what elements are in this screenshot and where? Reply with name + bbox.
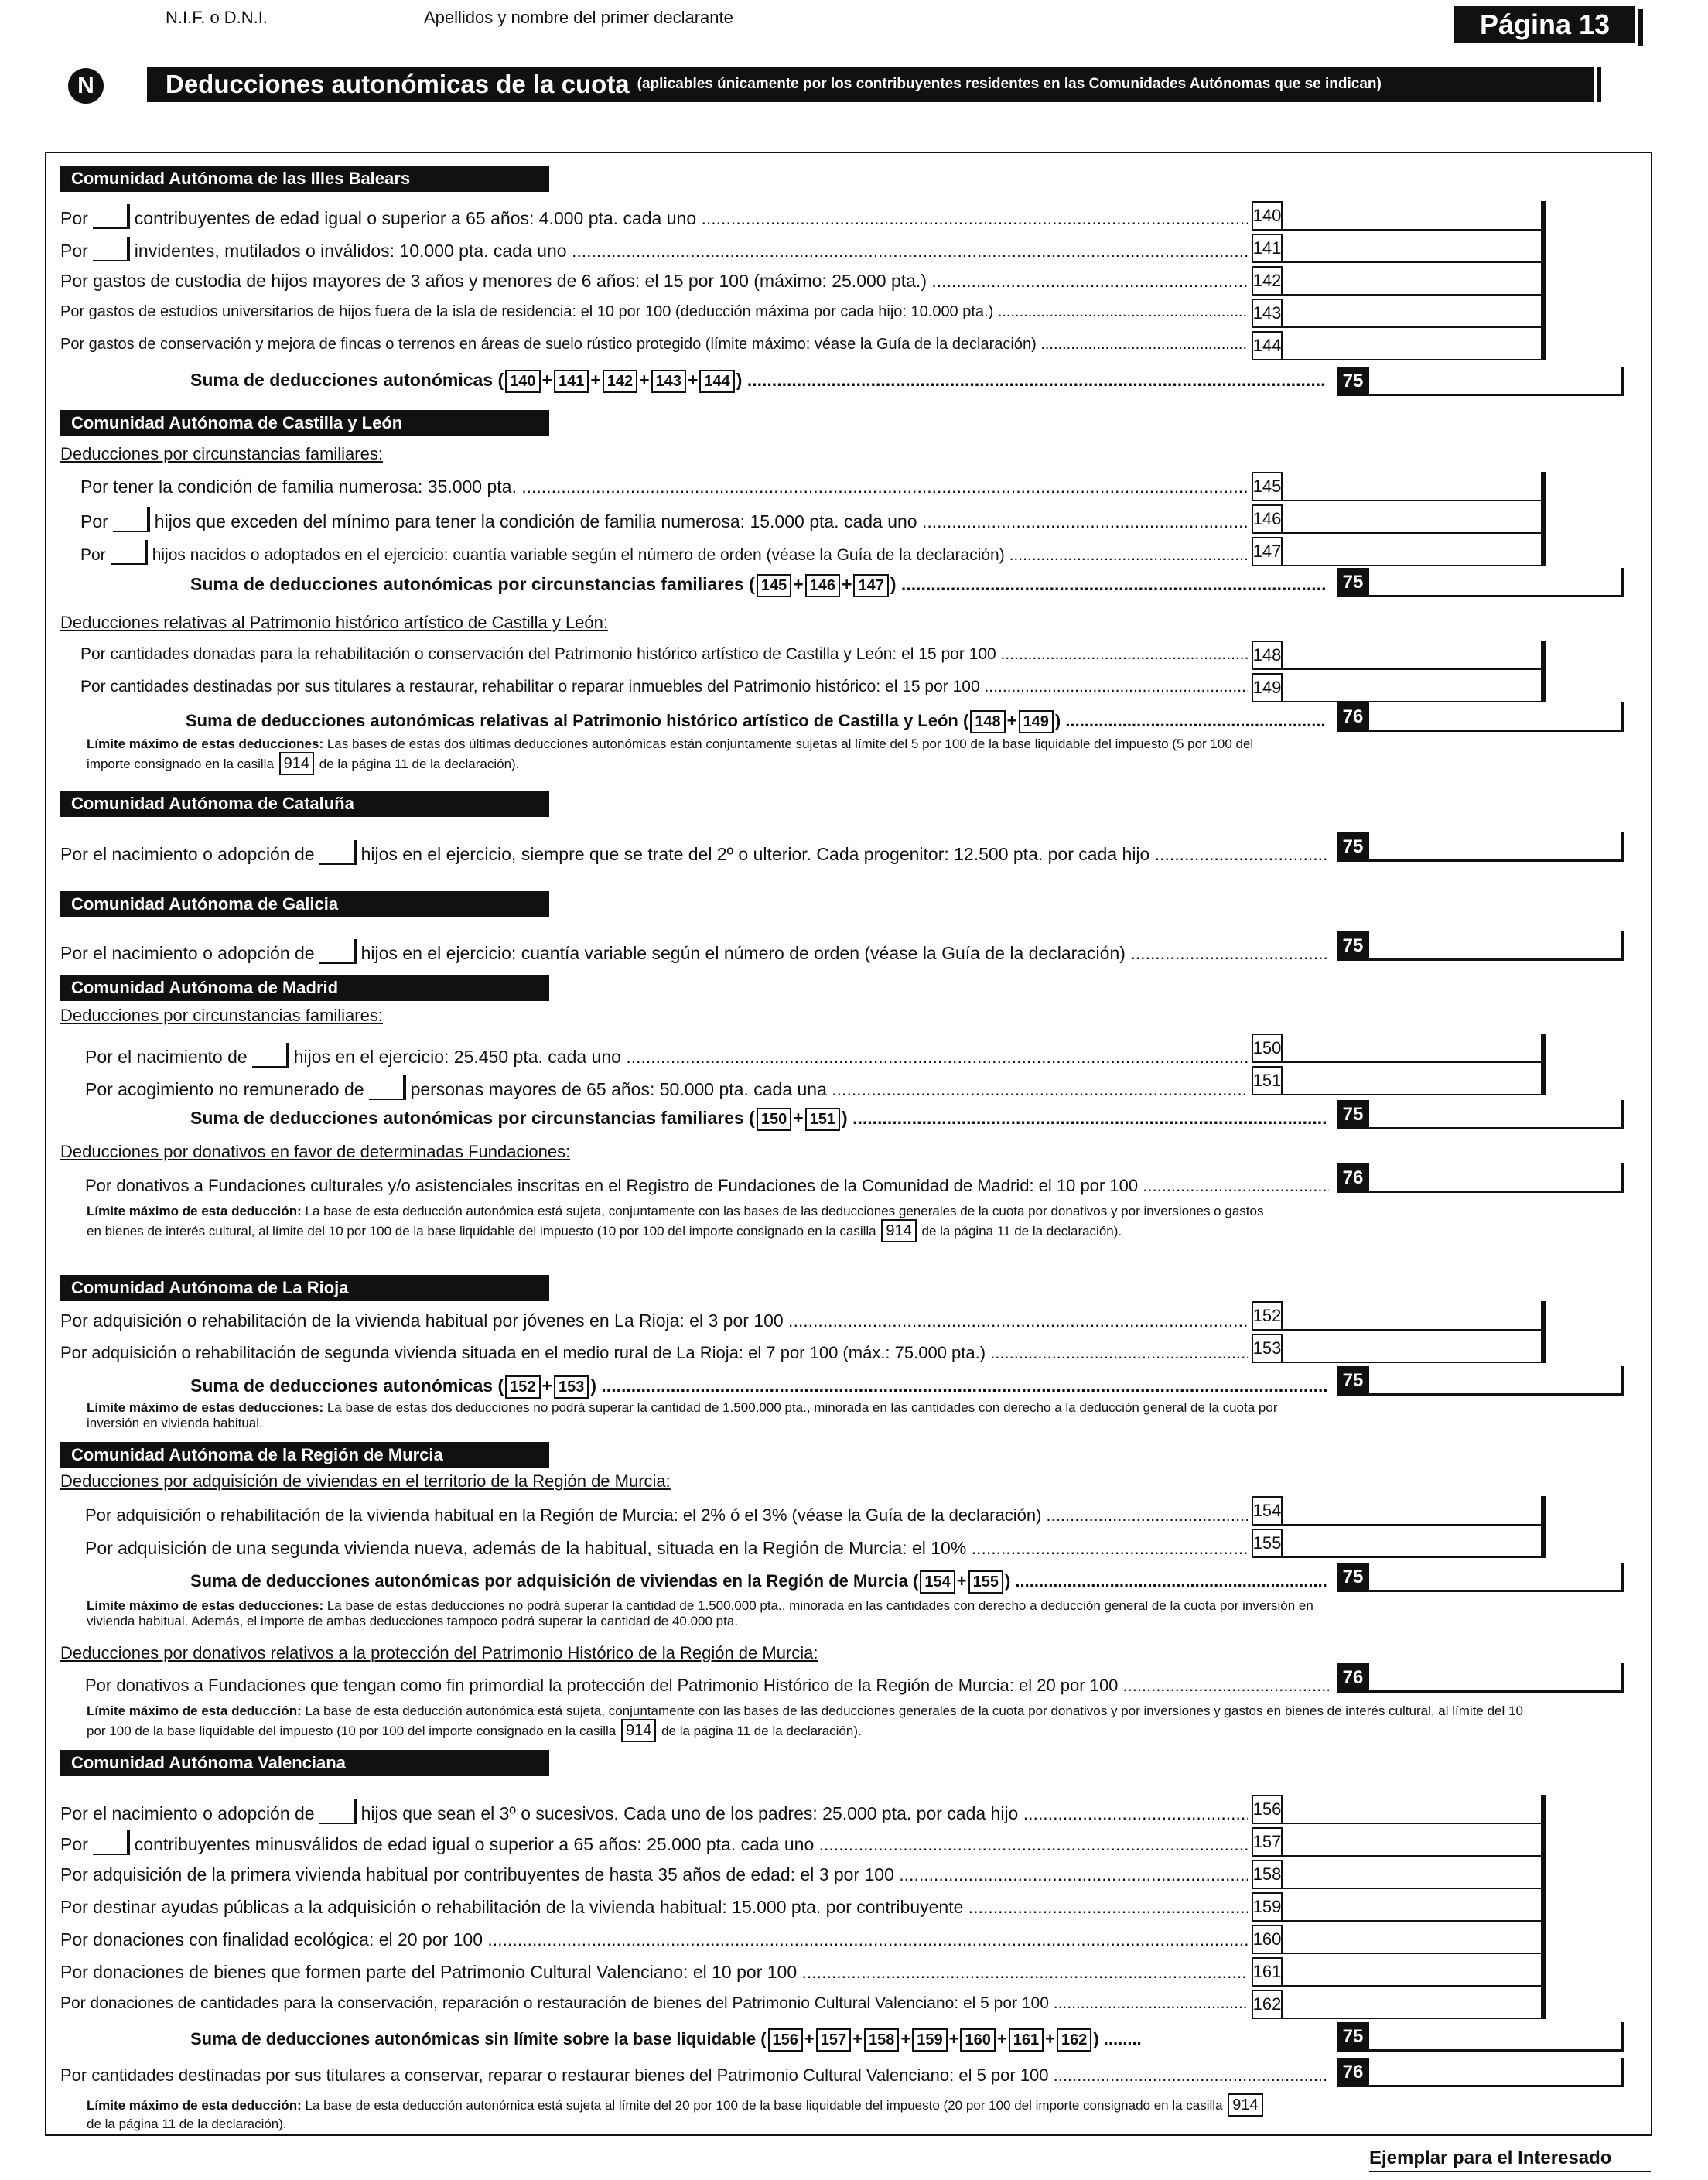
- box-145: 145: [1252, 472, 1283, 501]
- row-161: Por donaciones de bienes que formen parte del Patrimonio Cultural Valenciano: el 10 por 100 .....: [60, 1962, 1248, 1983]
- count-input-150[interactable]: [252, 1043, 289, 1068]
- section-letter-badge: N: [68, 68, 104, 104]
- field-column-bar: [1541, 201, 1546, 360]
- castilla-subheading-patrimonio: Deducciones relativas al Patrimonio histórico artístico de Castilla y León:: [60, 613, 608, 632]
- section-baleares-title: Comunidad Autónoma de las Illes Balears: [60, 166, 549, 192]
- box-149: 149: [1252, 673, 1283, 702]
- field-149[interactable]: [1283, 673, 1542, 702]
- field-160[interactable]: [1283, 1925, 1542, 1954]
- murcia-subheading-viviendas: Deducciones por adquisición de viviendas en el territorio de la Región de Murcia:: [60, 1471, 671, 1491]
- sum-murcia-viviendas: Suma de deducciones autonómicas por adquisición de viviendas en la Región de Murcia ( 154 + 155 ) .....: [190, 1570, 1327, 1594]
- row-157: Por contribuyentes minusválidos de edad igual o superior a 65 años: 25.000 pta. cada uno .....: [60, 1830, 1248, 1855]
- field-75-valenciana[interactable]: [1369, 2022, 1624, 2052]
- row-galicia: Por el nacimiento o adopción de hijos en el ejercicio: cuantía variable según el número de orden (véase la Guía de la declaración) .....: [60, 939, 1329, 964]
- code-75-cataluna: 75: [1337, 832, 1369, 862]
- field-75-rioja[interactable]: [1369, 1366, 1624, 1396]
- row-151: Por acogimiento no remunerado de personas mayores de 65 años: 50.000 pta. cada una .....: [85, 1075, 1248, 1100]
- section-cataluna-title: Comunidad Autónoma de Cataluña: [60, 791, 549, 817]
- sum-rioja: Suma de deducciones autonómicas ( 152 + 153 ) .....: [190, 1375, 1327, 1399]
- field-140[interactable]: [1283, 201, 1542, 231]
- field-76-murcia[interactable]: [1369, 1663, 1624, 1693]
- row-murcia-donativos: Por donativos a Fundaciones que tengan como fin primordial la protección del Patrimonio Histórico de la Región de Murcia: el 20 por 100 .....: [85, 1676, 1329, 1696]
- row-160: Por donaciones con finalidad ecológica: el 20 por 100 .....: [60, 1929, 1248, 1950]
- page-title: Deducciones autonómicas de la cuota: [166, 70, 630, 98]
- madrid-limit-note: Límite máximo de esta deducción: La base de esta deducción autonómica está sujeta, conjuntamente con las bases de las deducciones generales de la cuota por donativos y por inversiones o gastos en bienes de interés cultural, al límite del 10 por 100 de la base liquidable del impuesto (10 por 100 del importe consignado en la casilla 914 de la página 11 de la declaración).: [87, 1204, 1278, 1242]
- field-column-bar: [1541, 641, 1546, 702]
- code-76-castilla: 76: [1337, 702, 1369, 732]
- field-75-madrid[interactable]: [1369, 1100, 1624, 1129]
- field-column-bar: [1541, 472, 1546, 566]
- sum-baleares: Suma de deducciones autonómicas ( 140 + 141 + 142 + 143 + 144 ) .....: [190, 370, 1327, 393]
- box-157: 157: [1252, 1827, 1283, 1857]
- box-162: 162: [1252, 1990, 1283, 2019]
- field-75-cataluna[interactable]: [1369, 832, 1624, 862]
- row-madrid-donativos: Por donativos a Fundaciones culturales y/o asistenciales inscritas en el Registro de Fundaciones de la Comunidad de Madrid: el 10 por 100 .....: [85, 1176, 1329, 1196]
- field-141[interactable]: [1283, 234, 1542, 263]
- row-152: Por adquisición o rehabilitación de la vivienda habitual por jóvenes en La Rioja: el 3 por 100 .....: [60, 1310, 1248, 1331]
- box-153: 153: [1252, 1334, 1283, 1363]
- murcia-subheading-donativos: Deducciones por donativos relativos a la protección del Patrimonio Histórico de la Región de Murcia:: [60, 1643, 818, 1662]
- box-141: 141: [1252, 234, 1283, 263]
- code-75-baleares: 75: [1337, 367, 1369, 396]
- sum-madrid-familiares: Suma de deducciones autonómicas por circunstancias familiares ( 150 + 151 ) .....: [190, 1108, 1327, 1131]
- nif-label: N.I.F. o D.N.I.: [166, 8, 268, 27]
- box-158: 158: [1252, 1860, 1283, 1889]
- row-145: Por tener la condición de familia numerosa: 35.000 pta. .....: [80, 477, 1248, 497]
- code-76-valenciana: 76: [1337, 2058, 1369, 2087]
- count-input-141[interactable]: [93, 237, 130, 261]
- field-75-baleares[interactable]: [1369, 367, 1624, 396]
- box-146: 146: [1252, 504, 1283, 534]
- box-154: 154: [1252, 1496, 1283, 1526]
- murcia-limit-note-donativos: Límite máximo de esta deducción: La base de esta deducción autonómica está sujeta, conjuntamente con las bases de las deducciones generales de la cuota por donativos y por inversiones y gastos en bienes de interés cultural, al límite del 10 por 100 de la base liquidable del impuesto (10 por 100 del importe consignado en la casilla 914 de la página 11 de la declaración).: [87, 1703, 1525, 1742]
- field-156[interactable]: [1283, 1795, 1542, 1824]
- sum-castilla-patrimonio: Suma de deducciones autonómicas relativas al Patrimonio histórico artístico de Castilla y León ( 148 + 149 ) .....: [186, 710, 1327, 733]
- page-subtitle: (aplicables únicamente por los contribuyentes residentes en las Comunidades Autónomas que se indican): [637, 76, 1382, 92]
- box-143: 143: [1252, 299, 1283, 328]
- field-151[interactable]: [1283, 1066, 1542, 1095]
- field-153[interactable]: [1283, 1334, 1542, 1363]
- code-75-galicia: 75: [1337, 931, 1369, 961]
- castilla-subheading-familiares: Deducciones por circunstancias familiares:: [60, 444, 383, 463]
- count-input-146[interactable]: [113, 507, 150, 532]
- field-161[interactable]: [1283, 1957, 1542, 1987]
- box-142: 142: [1252, 266, 1283, 296]
- field-144[interactable]: [1283, 331, 1542, 360]
- row-146: Por hijos que exceden del mínimo para tener la condición de familia numerosa: 15.000 pta. cada uno .....: [80, 507, 1248, 532]
- row-143: Por gastos de estudios universitarios de hijos fuera de la isla de residencia: el 10 por 100 (deducción máxima por cada hijo: 10.000 pta.) .....: [60, 303, 1248, 321]
- code-75-madrid: 75: [1337, 1100, 1369, 1129]
- row-148: Por cantidades donadas para la rehabilitación o conservación del Patrimonio histórico artístico de Castilla y León: el 15 por 100 .....: [80, 645, 1248, 664]
- madrid-subheading-familiares: Deducciones por circunstancias familiares:: [60, 1006, 383, 1025]
- page-number-badge: Página 13: [1454, 6, 1635, 43]
- sum-valenciana: Suma de deducciones autonómicas sin límite sobre la base liquidable ( 156 + 157 + 158 + 159 + 160 + 161 + 162 ) ........: [190, 2028, 1327, 2052]
- field-145[interactable]: [1283, 472, 1542, 501]
- box-152: 152: [1252, 1301, 1283, 1331]
- field-75-castilla[interactable]: [1369, 568, 1624, 597]
- row-140: Por contribuyentes de edad igual o superior a 65 años: 4.000 pta. cada uno .....: [60, 204, 1248, 229]
- row-cataluna: Por el nacimiento o adopción de hijos en el ejercicio, siempre que se trate del 2º o ulterior. Cada progenitor: 12.500 pta. por cada hijo .....: [60, 840, 1329, 865]
- row-158: Por adquisición de la primera vivienda habitual por contribuyentes de hasta 35 años de edad: el 3 por 100 .....: [60, 1864, 1248, 1885]
- field-column-bar: [1541, 1795, 1546, 2019]
- section-galicia-title: Comunidad Autónoma de Galicia: [60, 891, 549, 917]
- row-142: Por gastos de custodia de hijos mayores de 3 años y menores de 6 años: el 15 por 100 (máximo: 25.000 pta.) .....: [60, 271, 1248, 292]
- row-150: Por el nacimiento de hijos en el ejercicio: 25.450 pta. cada uno .....: [85, 1043, 1248, 1068]
- field-158[interactable]: [1283, 1860, 1542, 1889]
- valenciana-limit-note: Límite máximo de esta deducción: La base de esta deducción autonómica está sujeta al límite del 20 por 100 de la base liquidable del impuesto (20 por 100 del importe consignado en la casilla 914 de la página 11 de la declaración).: [87, 2093, 1278, 2132]
- row-147: Por hijos nacidos o adoptados en el ejercicio: cuantía variable según el número de orden (véase la Guía de la declaración) .....: [80, 540, 1248, 565]
- box-150: 150: [1252, 1034, 1283, 1063]
- box-160: 160: [1252, 1925, 1283, 1954]
- field-75-murcia[interactable]: [1369, 1563, 1624, 1592]
- box-148: 148: [1252, 641, 1283, 670]
- code-75-rioja: 75: [1337, 1366, 1369, 1396]
- field-76-madrid[interactable]: [1369, 1163, 1624, 1193]
- footer-rule: [1369, 2171, 1651, 2172]
- box-144: 144: [1252, 331, 1283, 360]
- section-murcia-title: Comunidad Autónoma de la Región de Murcia: [60, 1442, 549, 1468]
- footer-copy-label: Ejemplar para el Interesado: [1369, 2148, 1612, 2168]
- madrid-subheading-donativos: Deducciones por donativos en favor de determinadas Fundaciones:: [60, 1142, 571, 1161]
- count-input-140[interactable]: [93, 204, 130, 229]
- code-76-madrid: 76: [1337, 1163, 1369, 1193]
- field-146[interactable]: [1283, 504, 1542, 534]
- count-input-147[interactable]: [111, 540, 148, 565]
- field-143[interactable]: [1283, 299, 1542, 328]
- section-castilla-title: Comunidad Autónoma de Castilla y León: [60, 410, 549, 436]
- count-input-galicia[interactable]: [319, 939, 357, 964]
- field-75-galicia[interactable]: [1369, 931, 1624, 961]
- murcia-limit-note-viviendas: Límite máximo de estas deducciones: La base de estas deducciones no podrá superar la cantidad de 1.500.000 pta., minorada en las cantidades con derecho a deducción general de la cuota por inversión en vivienda habitual. Además, el importe de ambas deducciones tampoco podrá superar la cantidad de 40.000 pta.: [87, 1598, 1313, 1628]
- section-rioja-title: Comunidad Autónoma de La Rioja: [60, 1275, 549, 1301]
- box-159: 159: [1252, 1892, 1283, 1922]
- count-input-157[interactable]: [93, 1830, 130, 1855]
- row-149: Por cantidades destinadas por sus titulares a restaurar, rehabilitar o reparar inmuebles del Patrimonio histórico: el 15 por 100 .....: [80, 678, 1248, 696]
- rioja-limit-note: Límite máximo de estas deducciones: La base de estas dos deducciones no podrá superar la cantidad de 1.500.000 pta., minorada en las cantidades con derecho a la deducción general de la cuota por inversión en vivienda habitual.: [87, 1400, 1278, 1430]
- castilla-limit-note: Límite máximo de estas deducciones: Las bases de estas dos últimas deducciones autonómicas están conjuntamente sujetas al límite del 5 por 100 de la base liquidable del impuesto (5 por 100 del importe consignado en la casilla 914 de la página 11 de la declaración).: [87, 736, 1278, 775]
- field-76-castilla[interactable]: [1369, 702, 1624, 732]
- count-input-151[interactable]: [369, 1075, 406, 1100]
- count-input-cataluna[interactable]: [319, 840, 357, 865]
- row-valenciana-conservar: Por cantidades destinadas por sus titulares a conservar, reparar o restaurar bienes del Patrimonio Cultural Valenciano: el 5 por 100 .....: [60, 2066, 1329, 2086]
- field-152[interactable]: [1283, 1301, 1542, 1331]
- code-75-castilla: 75: [1337, 568, 1369, 597]
- row-141: Por invidentes, mutilados o inválidos: 10.000 pta. cada uno .....: [60, 237, 1248, 261]
- field-column-bar: [1541, 1034, 1546, 1095]
- row-154: Por adquisición o rehabilitación de la vivienda habitual en la Región de Murcia: el 2% ó el 3% (véase la Guía de la declaración) .....: [85, 1505, 1248, 1526]
- box-151: 151: [1252, 1066, 1283, 1095]
- field-157[interactable]: [1283, 1827, 1542, 1857]
- row-144: Por gastos de conservación y mejora de fincas o terrenos en áreas de suelo rústico protegido (límite máximo: véase la Guía de la declaración) .....: [60, 336, 1248, 354]
- field-154[interactable]: [1283, 1496, 1542, 1526]
- row-159: Por destinar ayudas públicas a la adquisición o rehabilitación de la vivienda habitual: 15.000 pta. por contribuyente .....: [60, 1897, 1248, 1918]
- code-75-valenciana: 75: [1337, 2022, 1369, 2052]
- box-147: 147: [1252, 537, 1283, 566]
- section-valenciana-title: Comunidad Autónoma Valenciana: [60, 1750, 549, 1776]
- field-column-bar: [1541, 1301, 1546, 1363]
- field-142[interactable]: [1283, 266, 1542, 296]
- field-150[interactable]: [1283, 1034, 1542, 1063]
- field-159[interactable]: [1283, 1892, 1542, 1922]
- name-label: Apellidos y nombre del primer declarante: [424, 8, 733, 27]
- field-147[interactable]: [1283, 537, 1542, 566]
- code-76-murcia: 76: [1337, 1663, 1369, 1693]
- count-input-156[interactable]: [319, 1799, 357, 1824]
- section-madrid-title: Comunidad Autónoma de Madrid: [60, 975, 549, 1001]
- field-162[interactable]: [1283, 1990, 1542, 2019]
- row-156: Por el nacimiento o adopción de hijos que sean el 3º o sucesivos. Cada uno de los padres: 25.000 pta. por cada hijo .....: [60, 1799, 1248, 1824]
- box-156: 156: [1252, 1795, 1283, 1824]
- row-155: Por adquisición de una segunda vivienda nueva, además de la habitual, situada en la Región de Murcia: el 10% .....: [85, 1538, 1248, 1559]
- box-155: 155: [1252, 1529, 1283, 1558]
- sum-castilla-familiares: Suma de deducciones autonómicas por circunstancias familiares ( 145 + 146 + 147 ) .....: [190, 574, 1327, 597]
- field-155[interactable]: [1283, 1529, 1542, 1558]
- page-title-bar: [147, 67, 1594, 102]
- field-76-valenciana[interactable]: [1369, 2058, 1624, 2087]
- row-153: Por adquisición o rehabilitación de segunda vivienda situada en el medio rural de La Rioja: el 7 por 100 (máx.: 75.000 pta.) .....: [60, 1343, 1248, 1363]
- row-162: Por donaciones de cantidades para la conservación, reparación o restauración de bienes del Patrimonio Cultural Valenciano: el 5 por 100 .....: [60, 1994, 1248, 2013]
- field-column-bar: [1541, 1496, 1546, 1558]
- code-75-murcia: 75: [1337, 1563, 1369, 1592]
- box-161: 161: [1252, 1957, 1283, 1987]
- field-148[interactable]: [1283, 641, 1542, 670]
- box-140: 140: [1252, 201, 1283, 231]
